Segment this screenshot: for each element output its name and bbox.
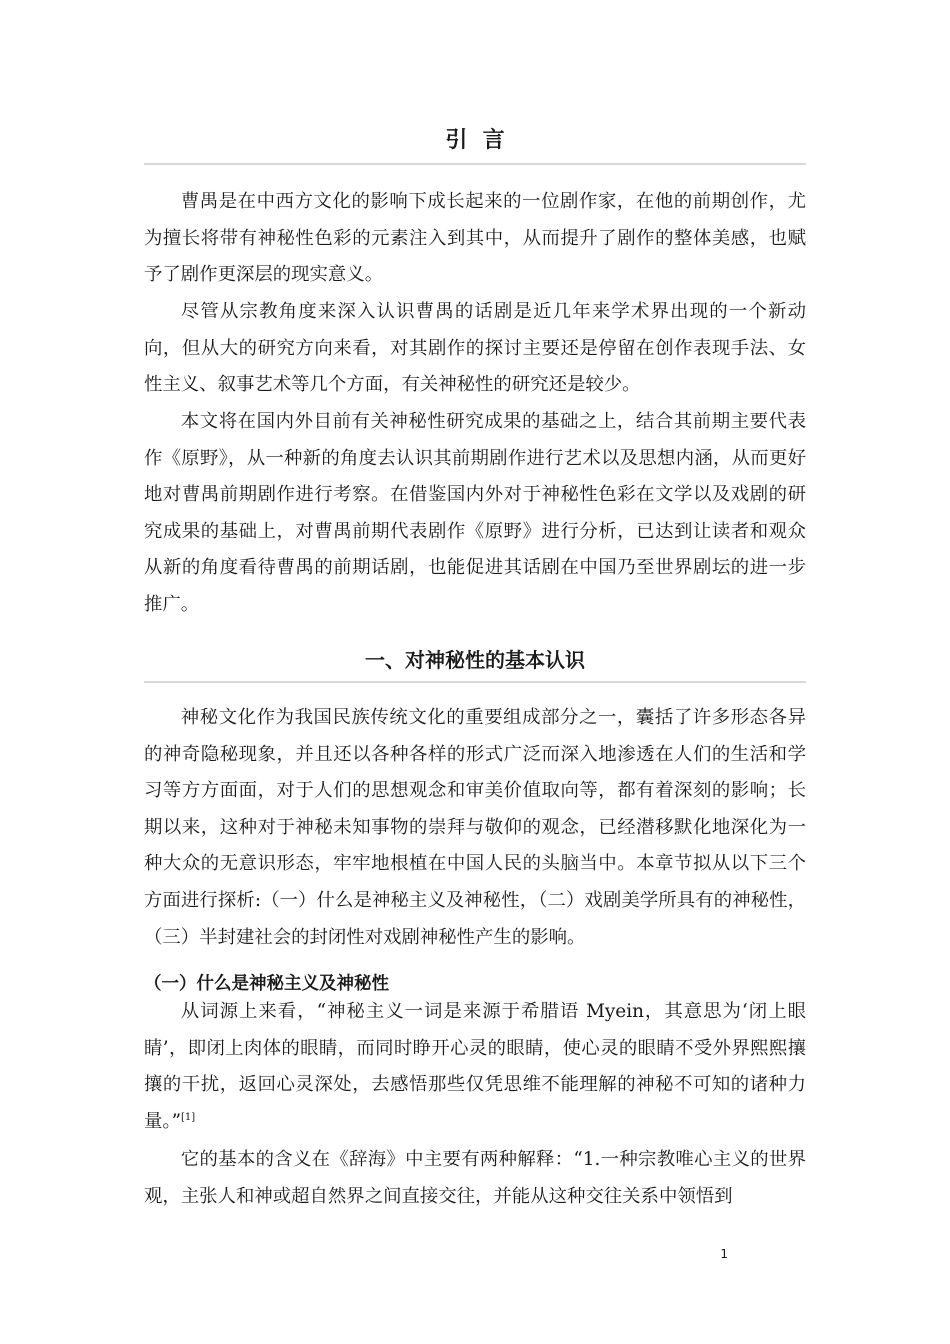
chapter-1-paragraph: 神秘文化作为我国民族传统文化的重要组成部分之一，囊括了许多形态各异的神奇隐秘现象，并且还以各种各样的形式广泛而深入地渗透在人们的生活和学习等方方面面，对于人们的思想观念和审美价值取向等，都有着深刻的影响；长期以来，这种对于神秘未知事物的崇拜与敬仰的观念，已经潜移默化地深化为一种大众的无意识形态，牢牢地根植在中国人民的头脑当中。本章节拟从以下三个方面进行探析:（一）什么是神秘主义及神秘性，（二）戏剧美学所具有的神秘性，（三）半封建社会的封闭性对戏剧神秘性产生的影响。 xyxy=(144,707,806,948)
intro-paragraph-2: 尽管从宗教角度来深入认识曹禺的话剧是近几年来学术界出现的一个新动向，但从大的研究方向来看，对其剧作的探讨主要还是停留在创作表现手法、女性主义、叙事艺术等几个方面，有关神秘性的研究还是较少。 xyxy=(144,301,806,396)
chapter-1-title: 一、对神秘性的基本认识 xyxy=(365,648,585,672)
intro-title-divider xyxy=(144,163,806,165)
section-1-title: （一）什么是神秘主义及神秘性 xyxy=(144,974,389,994)
section-1-paragraph-1 xyxy=(144,994,806,1140)
chapter-1-title-divider xyxy=(144,681,806,683)
intro-paragraph-3: 本文将在国内外目前有关神秘性研究成果的基础之上，结合其前期主要代表作《原野》，从一种新的角度去认识其前期剧作进行艺术以及思想内涵，从而更好地对曹禺前期剧作进行考察。在借鉴国内外对于神秘性色彩在文学以及戏剧的研究成果的基础上，对曹禺前期代表剧作《原野》进行分析，已达到让读者和观众从新的角度看待曹禺的前期话剧，也能促进其话剧在中国乃至世界剧坛的进一步推广。 xyxy=(144,411,806,615)
footnote-reference: [1] xyxy=(180,1111,196,1123)
section-1-paragraph-2: 它的基本的含义在《辞海》中主要有两种解释：“1.一种宗教唯心主义的世界观，主张人和神或超自然界之间直接交往，并能从这种交往关系中领悟到 xyxy=(144,1149,806,1207)
intro-paragraph-1: 曹禺是在中西方文化的影响下成长起来的一位剧作家，在他的前期创作，尤为擅长将带有神秘性色彩的元素注入到其中，从而提升了剧作的整体美感，也赋予了剧作更深层的现实意义。 xyxy=(144,191,806,286)
intro-title: 引 言 xyxy=(445,128,505,153)
section-1-paragraph-1-text: 从词源上来看，“神秘主义一词是来源于希腊语 Myein，其意思为‘闭上眼睛’，即闭上肉体的眼睛，而同时睁开心灵的眼睛，使心灵的眼睛不受外界熙熙攘攘的干扰，返回心灵深处，去感悟那些仅凭思维不能理解的神秘不可知的诸种力量。” xyxy=(144,1001,806,1132)
page-number: 1 xyxy=(720,1247,728,1261)
